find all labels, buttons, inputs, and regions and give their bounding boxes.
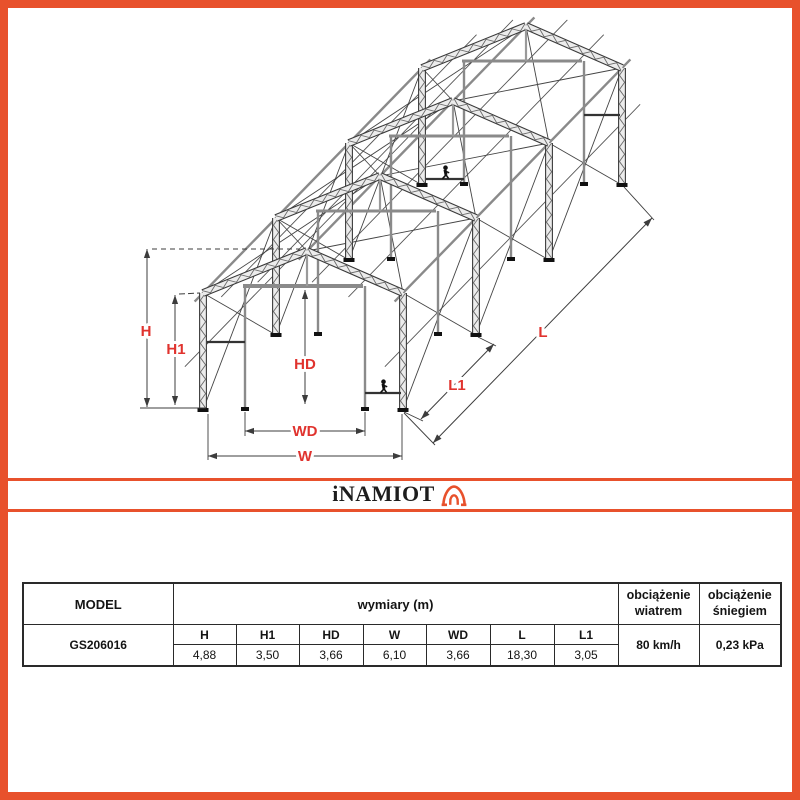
dimension-label-wd: WD [292, 423, 318, 440]
dim-value-cell-w: 6,10 [363, 645, 426, 667]
dim-header-cell-w: W [363, 625, 426, 645]
model-header-cell: MODEL [23, 583, 173, 625]
dim-value-cell-h: 4,88 [173, 645, 236, 667]
dim-header-cell-h: H [173, 625, 236, 645]
dimension-label-l: L [538, 324, 548, 341]
dim-value-cell-h1: 3,50 [236, 645, 299, 667]
dimensions-header-cell: wymiary (m) [173, 583, 618, 625]
spec-table-area [8, 512, 792, 667]
brand-logo-text: iNAMIOT [332, 481, 435, 506]
wind-value-cell: 80 km/h [618, 625, 699, 667]
dim-value-cell-wd: 3,66 [426, 645, 490, 667]
tent-frame-drawing [8, 8, 792, 478]
snow-header-cell: obciążenie śniegiem [699, 583, 781, 625]
spec-table [22, 582, 782, 667]
tent-logo-icon [440, 483, 468, 507]
brand-bar [8, 478, 792, 512]
dim-header-cell-h1: H1 [236, 625, 299, 645]
dim-value-cell-hd: 3,66 [299, 645, 363, 667]
structure-diagram [8, 8, 792, 478]
dim-header-cell-l: L [490, 625, 554, 645]
dim-value-cell-l1: 3,05 [554, 645, 618, 667]
dimension-label-h: H [140, 323, 152, 340]
dimension-label-l1: L1 [448, 377, 466, 394]
wind-header-cell: obciążenie wiatrem [618, 583, 699, 625]
dim-header-cell-hd: HD [299, 625, 363, 645]
snow-value-cell: 0,23 kPa [699, 625, 781, 667]
model-value-cell: GS206016 [23, 625, 173, 667]
dim-header-cell-wd: WD [426, 625, 490, 645]
dimension-label-w: W [297, 448, 313, 465]
dimension-label-hd: HD [294, 356, 316, 373]
dim-header-cell-l1: L1 [554, 625, 618, 645]
dim-value-cell-l: 18,30 [490, 645, 554, 667]
dimension-label-h1: H1 [166, 341, 186, 358]
